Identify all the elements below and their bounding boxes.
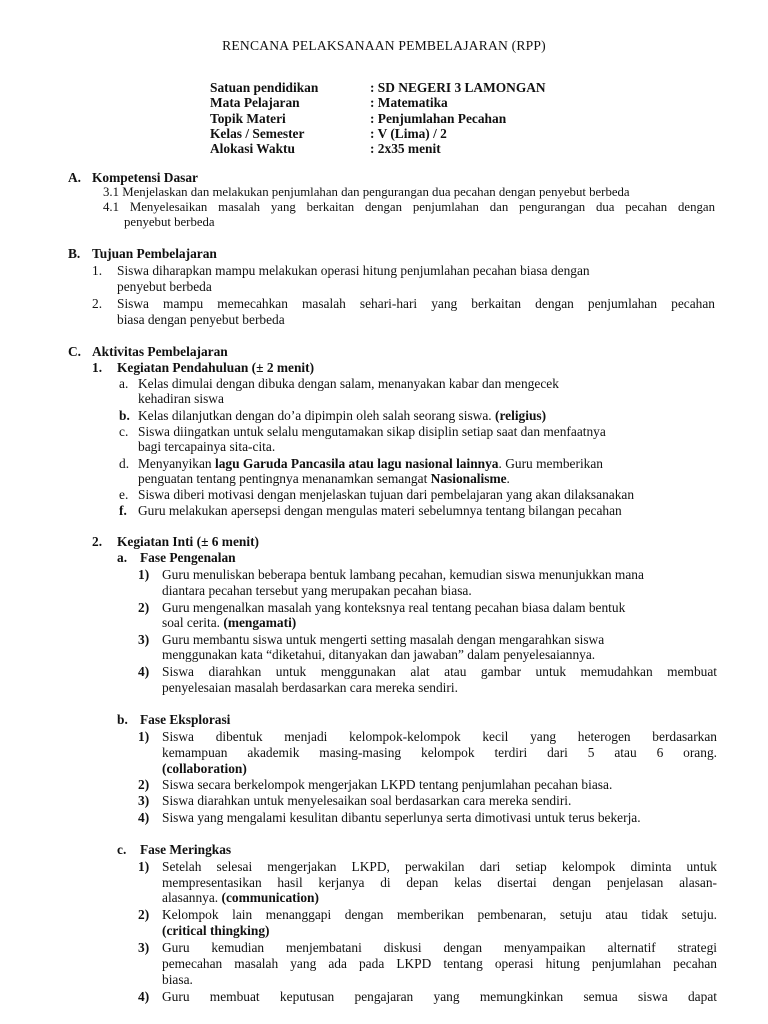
step-text: Siswa secara berkelompok mengerjakan LKPD tentang penjumlahan pecahan biasa. bbox=[162, 777, 613, 792]
skill-tag: (collaboration) bbox=[162, 761, 247, 776]
identity-value: : Matematika bbox=[370, 95, 448, 111]
list-number: 1. bbox=[92, 263, 103, 278]
identity-row bbox=[210, 111, 546, 126]
objective-text: penyebut berbeda bbox=[117, 279, 212, 294]
step-number: 3) bbox=[138, 940, 150, 955]
activity-text: Guru melakukan apersepsi dengan mengulas materi sebelumnya tentang bilangan pecahan bbox=[138, 503, 622, 518]
list-letter: c. bbox=[117, 842, 127, 857]
section-title: Tujuan Pembelajaran bbox=[92, 246, 217, 261]
identity-key: Mata Pelajaran bbox=[210, 95, 300, 111]
step-text bbox=[162, 615, 296, 631]
step-text bbox=[162, 890, 319, 906]
step-number: 4) bbox=[138, 664, 150, 679]
character-value-tag: (religius) bbox=[495, 408, 547, 423]
step-text: penyelesaian masalah berdasarkan cara mereka sendiri. bbox=[162, 680, 458, 695]
step-text: biasa. bbox=[162, 972, 193, 987]
activity-text-part: Menyanyikan bbox=[138, 456, 212, 471]
step-number: 4) bbox=[138, 989, 150, 1004]
activity-text: Siswa diberi motivasi dengan menjelaskan tujuan dari pembelajaran yang akan dilaksanakan bbox=[138, 487, 635, 502]
activity-text-part: penguatan tentang pentingnya menanamkan semangat bbox=[138, 471, 428, 486]
identity-row bbox=[210, 141, 546, 156]
identity-row bbox=[210, 126, 546, 141]
kd-item: 3.1 Menjelaskan dan melakukan penjumlahan dan pengurangan dua pecahan dengan penyebut berbeda bbox=[103, 185, 630, 199]
document-title: RENCANA PELAKSANAAN PEMBELAJARAN (RPP) bbox=[222, 38, 546, 53]
section-title: Aktivitas Pembelajaran bbox=[92, 344, 228, 359]
phase-heading: Fase Pengenalan bbox=[140, 550, 236, 565]
step-text: Guru membuat keputusan pengajaran yang memungkinkan semua siswa dapat bbox=[162, 989, 717, 1004]
list-letter: b. bbox=[117, 712, 128, 727]
step-text: Siswa dibentuk menjadi kelompok-kelompok kecil yang heterogen berdasarkan bbox=[162, 729, 717, 744]
list-letter: f. bbox=[119, 503, 127, 518]
list-number: 2. bbox=[92, 534, 103, 549]
activity-text bbox=[138, 456, 603, 472]
identity-value: : SD NEGERI 3 LAMONGAN bbox=[370, 80, 546, 95]
phase-heading: Fase Meringkas bbox=[140, 842, 232, 857]
activity-text-part: . Guru memberikan bbox=[498, 456, 604, 471]
activity-text: kehadiran siswa bbox=[138, 391, 224, 406]
kd-item-cont: penyebut berbeda bbox=[124, 215, 215, 229]
identity-row bbox=[210, 95, 546, 110]
skill-tag: (communication) bbox=[221, 890, 319, 905]
activity-text: bagi tercapainya sita-cita. bbox=[138, 439, 276, 454]
section-a-heading bbox=[68, 170, 198, 186]
section-letter: B. bbox=[68, 246, 81, 261]
identity-key: Topik Materi bbox=[210, 110, 286, 126]
phase-heading: Fase Eksplorasi bbox=[140, 712, 231, 727]
step-number: 1) bbox=[138, 567, 150, 582]
step-number: 2) bbox=[138, 777, 150, 792]
step-text: Guru kemudian menjembatani diskusi dengan menyampaikan alternatif strategi bbox=[162, 940, 717, 955]
list-letter: e. bbox=[119, 487, 129, 502]
step-text: diantara pecahan tersebut yang merupakan pecahan biasa. bbox=[162, 583, 472, 598]
activity-text-part: . bbox=[506, 471, 510, 486]
step-text: pemecahan masalah yang ada pada LKPD tentang operasi hitung penjumlahan pecahan bbox=[162, 956, 717, 971]
step-text: Setelah selesai mengerjakan LKPD, perwakilan dari setiap kelompok diminta untuk bbox=[162, 859, 717, 874]
step-text: Kelompok lain menanggapi dengan memberikan pembenaran, setuju atau tidak setuju. bbox=[162, 907, 717, 922]
step-number: 2) bbox=[138, 907, 150, 922]
step-text: Siswa yang mengalami kesulitan dibantu seperlunya serta dimotivasi untuk terus bekerja. bbox=[162, 810, 641, 825]
step-text: kemampuan akademik masing-masing kelompok terdiri dari 5 atau 6 orang. bbox=[162, 745, 717, 760]
list-number: 2. bbox=[92, 296, 103, 311]
list-letter: d. bbox=[119, 456, 130, 471]
list-letter: a. bbox=[119, 376, 129, 391]
step-number: 4) bbox=[138, 810, 150, 825]
step-number: 1) bbox=[138, 729, 150, 744]
activity-text: Siswa diingatkan untuk selalu mengutamakan sikap disiplin setiap saat dan menfaatnya bbox=[138, 424, 606, 439]
step-text: Guru mengenalkan masalah yang konteksnya real tentang pecahan biasa dalam bentuk bbox=[162, 600, 626, 615]
kd-item: 4.1 Menyelesaikan masalah yang berkaitan dengan penjumlahan dan pengurangan dua pecahan dengan bbox=[103, 200, 715, 214]
section-letter: A. bbox=[68, 170, 82, 185]
step-text: mempresentasikan hasil kerjanya di depan kelas disertai dengan penjelasan alasan- bbox=[162, 875, 717, 890]
step-text-part: soal cerita. bbox=[162, 615, 220, 630]
step-text: menggunakan kata “diketahui, ditanyakan dan jawaban” dalam penyelesaiannya. bbox=[162, 647, 596, 662]
step-number: 2) bbox=[138, 600, 150, 615]
list-letter: c. bbox=[119, 424, 129, 439]
step-number: 3) bbox=[138, 793, 150, 808]
identity-key: Satuan pendidikan bbox=[210, 80, 319, 95]
section-title: Kompetensi Dasar bbox=[92, 170, 199, 185]
objective-text: Siswa mampu memecahkan masalah sehari-hari yang berkaitan dengan penjumlahan pecahan bbox=[117, 296, 715, 311]
step-number: 3) bbox=[138, 632, 150, 647]
activity-text bbox=[138, 408, 546, 424]
identity-value: : 2x35 menit bbox=[370, 141, 441, 157]
identity-value: : Penjumlahan Pecahan bbox=[370, 110, 507, 126]
objective-text: biasa dengan penyebut berbeda bbox=[117, 312, 285, 327]
list-letter: b. bbox=[119, 408, 130, 423]
activity-text bbox=[138, 471, 510, 487]
step-text-part: alasannya. bbox=[162, 890, 219, 905]
activity-heading: Kegiatan Inti (± 6 menit) bbox=[117, 534, 259, 549]
identity-row bbox=[210, 80, 546, 95]
identity-table bbox=[210, 80, 546, 156]
activity-text-part: Kelas dilanjutkan dengan do’a dipimpin oleh salah seorang siswa. bbox=[138, 408, 492, 423]
section-b-heading bbox=[68, 246, 217, 262]
list-number: 1. bbox=[92, 360, 103, 375]
step-text: Guru membantu siswa untuk mengerti setting masalah dengan mengarahkan siswa bbox=[162, 632, 605, 647]
section-letter: C. bbox=[68, 344, 82, 359]
identity-key: Alokasi Waktu bbox=[210, 141, 295, 157]
identity-value: : V (Lima) / 2 bbox=[370, 125, 447, 141]
step-text: Siswa diarahkan untuk menyelesaikan soal berdasarkan cara mereka sendiri. bbox=[162, 793, 572, 808]
step-text: Guru menuliskan beberapa bentuk lambang pecahan, kemudian siswa menunjukkan mana bbox=[162, 567, 644, 582]
activity-text: Kelas dimulai dengan dibuka dengan salam, menanyakan kabar dan mengecek bbox=[138, 376, 559, 391]
objective-text: Siswa diharapkan mampu melakukan operasi hitung penjumlahan pecahan biasa dengan bbox=[117, 263, 590, 278]
skill-tag: (mengamati) bbox=[223, 615, 297, 630]
skill-tag: (critical thingking) bbox=[162, 923, 270, 938]
identity-key: Kelas / Semester bbox=[210, 125, 305, 141]
step-number: 1) bbox=[138, 859, 150, 874]
activity-bold-part: Nasionalisme bbox=[430, 471, 507, 486]
section-c-heading bbox=[68, 344, 228, 360]
activity-bold-part: lagu Garuda Pancasila atau lagu nasional lainnya bbox=[215, 456, 499, 471]
list-letter: a. bbox=[117, 550, 128, 565]
step-text: Siswa diarahkan untuk menggunakan alat atau gambar untuk memudahkan membuat bbox=[162, 664, 717, 679]
activity-heading: Kegiatan Pendahuluan (± 2 menit) bbox=[117, 360, 315, 375]
